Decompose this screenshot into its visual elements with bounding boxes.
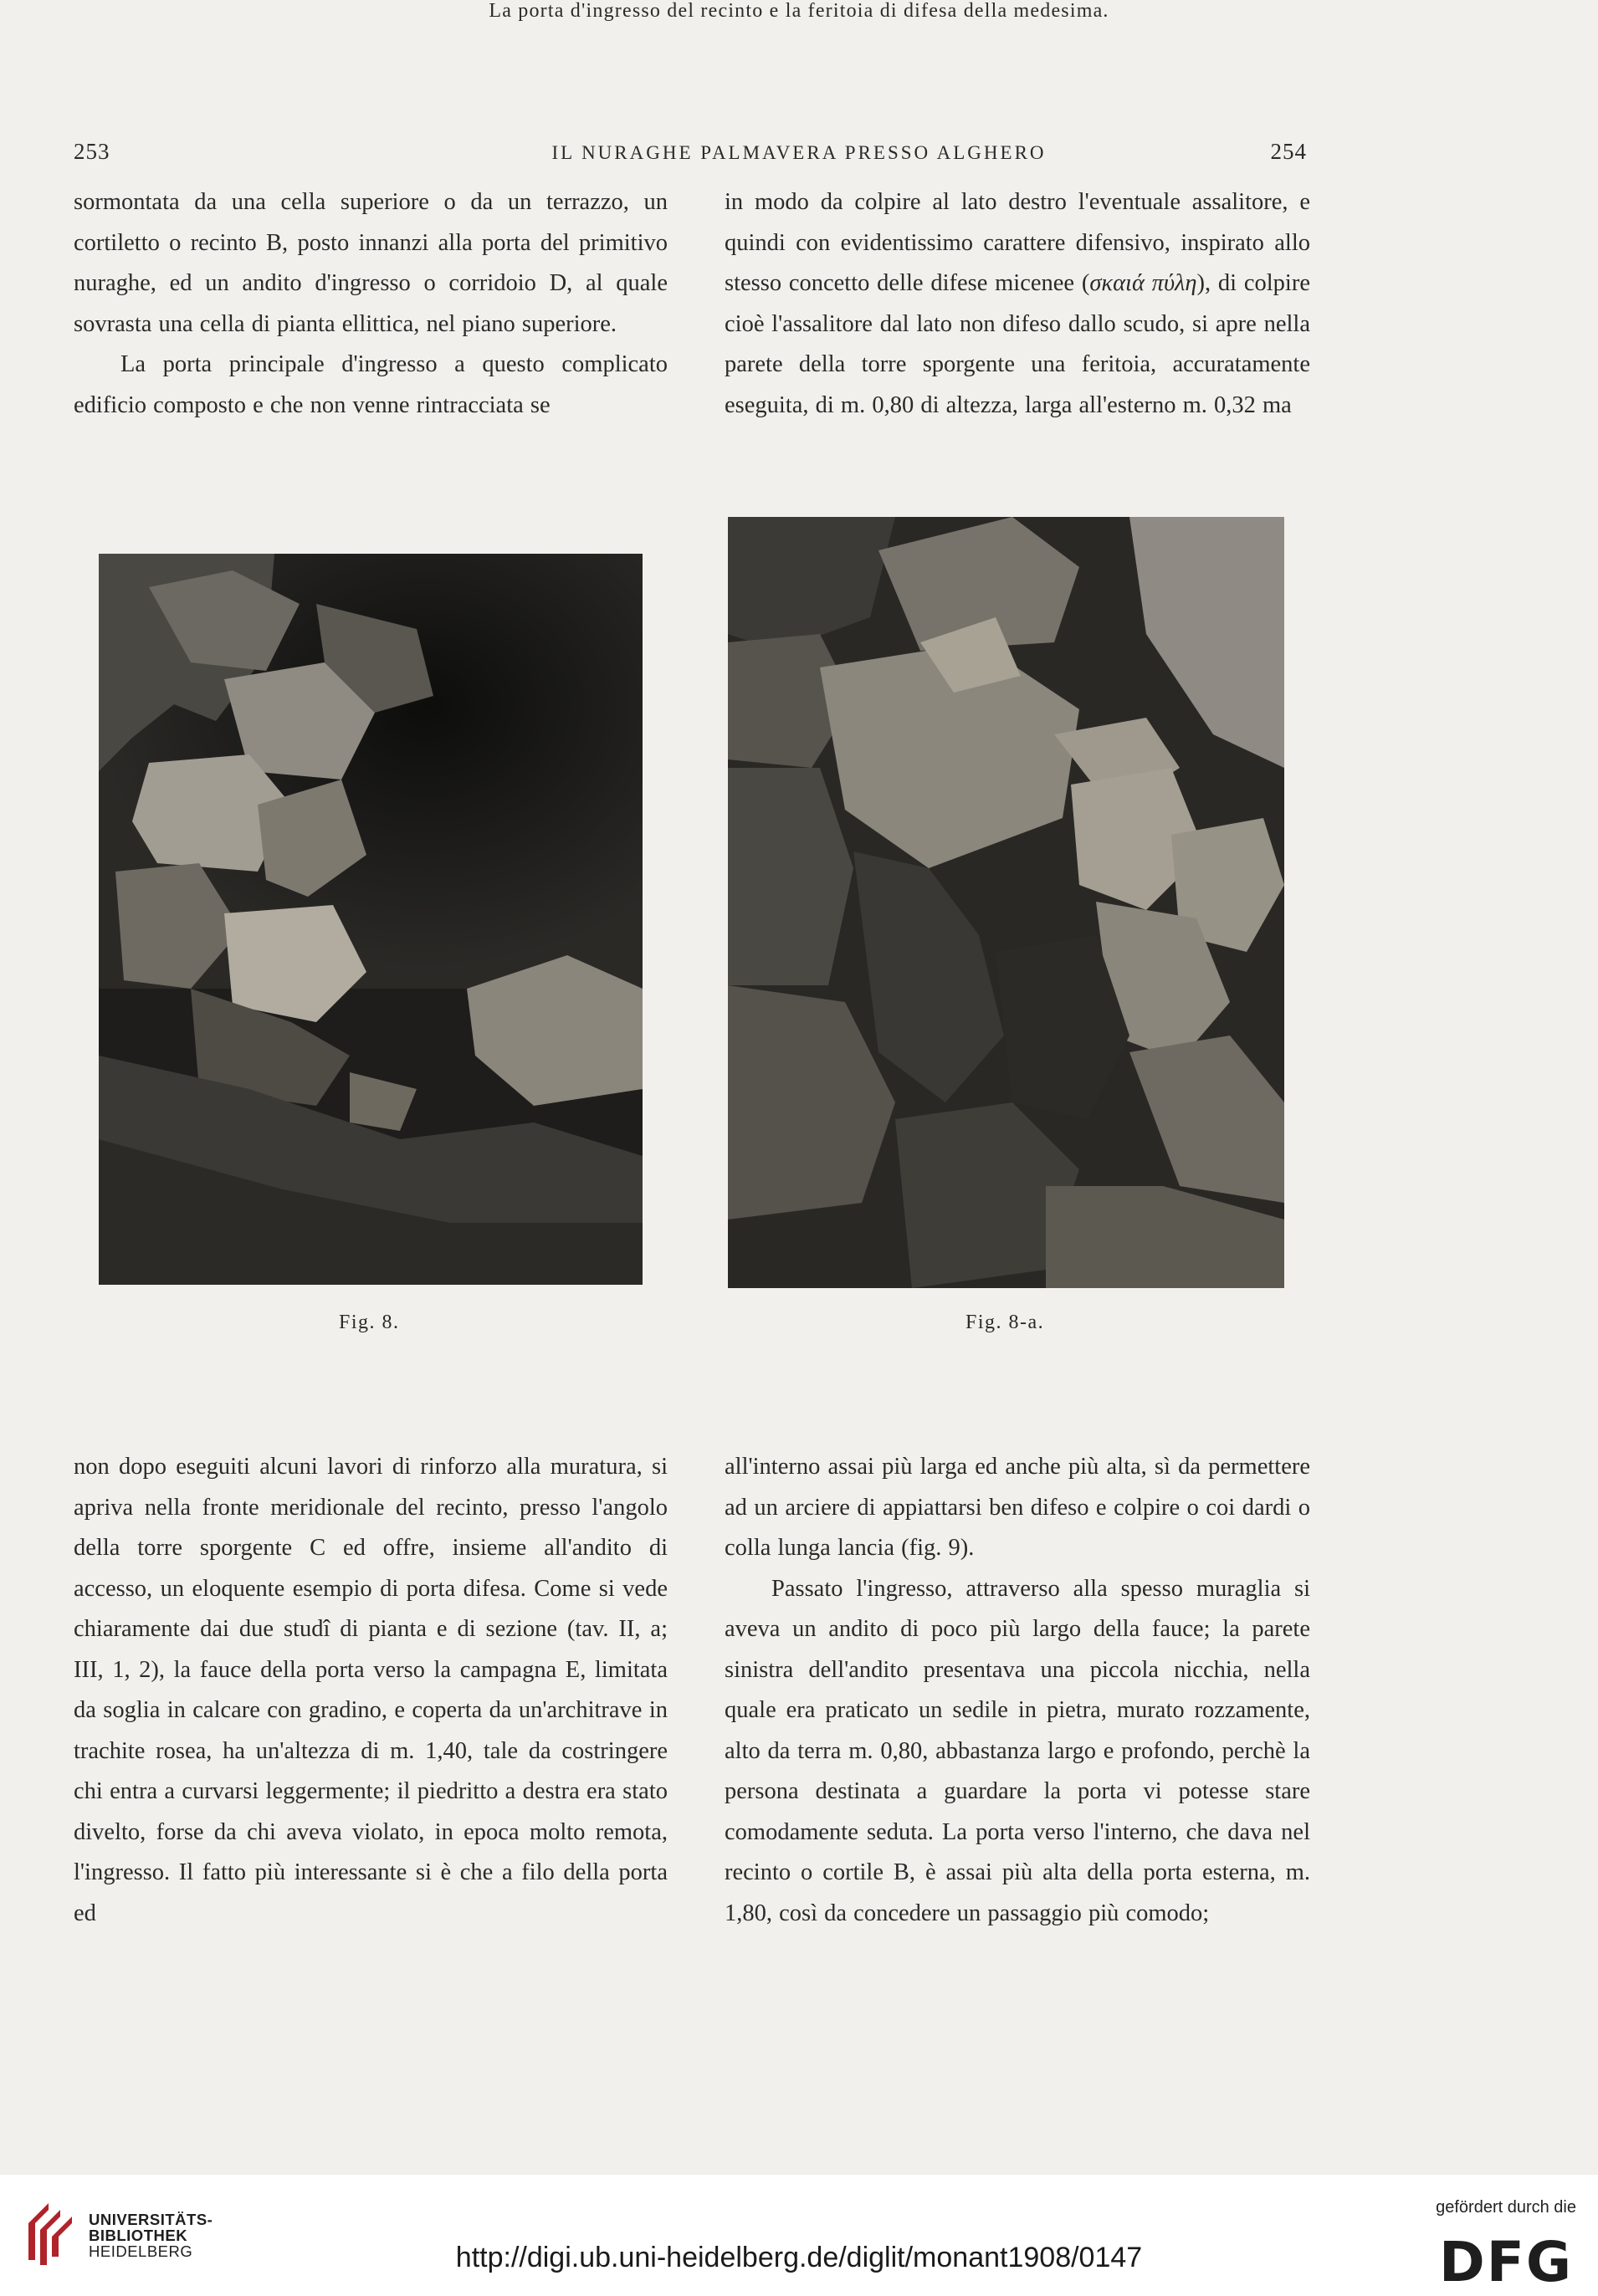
text-column-top-right [725, 182, 1310, 426]
page-number-right: 254 [1270, 139, 1307, 164]
paragraph: all'interno assai più larga ed anche più alta, sì da permettere ad un arciere di appiattarsi ben difeso e colpire o coi dardi o colla lunga lancia (fig. 9). [725, 1454, 1310, 1561]
paragraph: La porta principale d'ingresso a questo complicato edificio composto e che non venne rintracciata se [74, 351, 668, 418]
paragraph [725, 182, 1310, 426]
text-column-bottom-left [74, 1447, 668, 1934]
text-column-top-left [74, 182, 668, 426]
paragraph-part: ), di colpire cioè l'assalitore dal lato non difeso dallo scudo, si apre nella parete della torre sporgente una feritoia, accuratamente eseguita, di m. 0,80 di altezza, larga all'esterno m. 0,32 ma [725, 270, 1310, 418]
text-column-bottom-right [725, 1447, 1310, 1934]
figure-8-photo [99, 554, 643, 1285]
figure-8a-label: Fig. 8-a. [965, 1312, 1045, 1333]
library-name-line: BIBLIOTHEK [89, 2227, 188, 2244]
permalink-url[interactable]: http://digi.ub.uni-heidelberg.de/diglit/monant1908/0147 [455, 2242, 1143, 2273]
figure-8-label: Fig. 8. [339, 1312, 400, 1333]
figure-caption: La porta d'ingresso del recinto e la feritoia di difesa della medesima. [489, 0, 1109, 22]
greek-phrase: σκαιά πύλη [1089, 270, 1197, 296]
paragraph: non dopo eseguiti alcuni lavori di rinforzo alla muratura, si apriva nella fronte meridionale del recinto, presso l'angolo della torre sporgente C ed offre, insieme all'andito di accesso, un eloquente esempio di porta difesa. Come si vede chiaramente dai due studî di pianta e di sezione (tav. II, a; III, 1, 2), la fauce della porta verso la campagna E, limitata da soglia in calcare con gradino, e coperta da un'architrave in trachite rosea, ha un'altezza di m. 1,40, tale da costringere chi entra a curvarsi leggermente; il piedritto a destra era stato divelto, forse da chi aveva violato, in epoca molto remota, l'ingresso. Il fatto più interessante si è che a filo della porta ed [74, 1454, 668, 1926]
library-name-line: UNIVERSITÄTS- [89, 2211, 213, 2228]
paragraph: Passato l'ingresso, attraverso alla spesso muraglia si aveva un andito di poco più largo della fauce; la parete sinistra dell'andito presentava una piccola nicchia, nella quale era praticato un sedile in pietra, murato rozzamente, alto da terra m. 0,80, abbastanza largo e profondo, perchè la persona destinata a guardare la porta vi potesse stare comodamente seduta. La porta verso l'interno, che dava nel recinto o cortile B, è assai più alta della porta esterna, m. 1,80, così da concedere un passaggio più comodo; [725, 1575, 1310, 1926]
dfg-logo: DFG [1438, 2230, 1573, 2294]
paragraph: sormontata da una cella superiore o da un terrazzo, un cortiletto o recinto B, posto innanzi alla porta del primitivo nuraghe, ed un andito d'ingresso o corridoio D, al quale sovrasta una cella di pianta ellittica, nel piano superiore. [74, 189, 668, 337]
digitization-footer [0, 2175, 1598, 2296]
running-title: IL NURAGHE PALMAVERA PRESSO ALGHERO [551, 142, 1047, 163]
library-name-line: HEIDELBERG [89, 2242, 193, 2260]
page-number-left: 253 [74, 139, 110, 164]
figure-8a-photo [728, 517, 1284, 1288]
funded-by-text: gefördert durch die [1436, 2198, 1576, 2217]
paragraph-part: in modo da colpire al lato destro l'eventuale assalitore, e quindi con evidentissimo carattere difensivo, inspirato allo stesso concetto delle difese micenee ( [725, 189, 1310, 296]
